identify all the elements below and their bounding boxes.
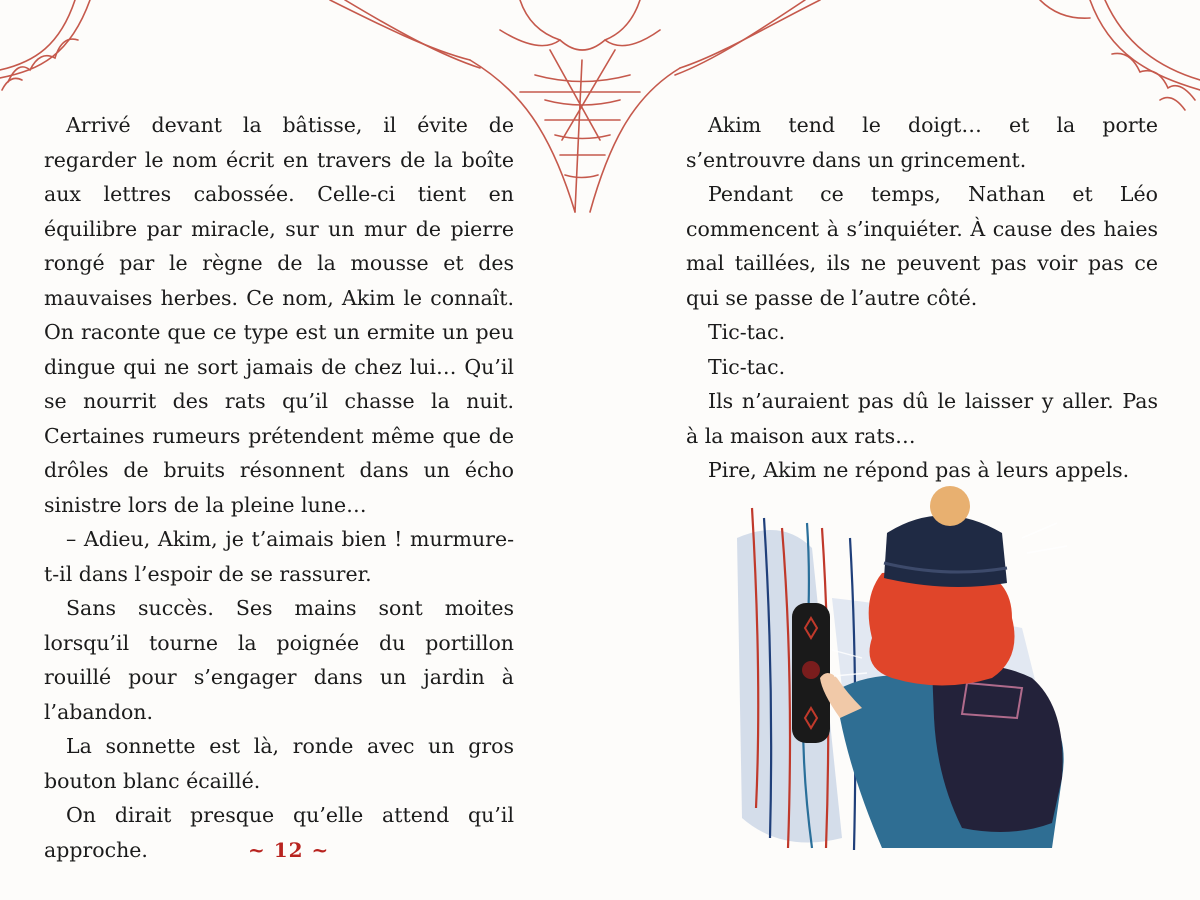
paragraph: Arrivé devant la bâtisse, il évite de regarder le nom écrit en travers de la boîte aux lettres cabossée. Celle-ci tient en équilibre par miracle, sur un mur de pierre rongé par le règne de la mousse et des mauvaises herbes. Ce nom, Akim le connaît. On raconte que ce type est un ermite un peu dingue qui ne sort jamais de chez lui… Qu’il se nourrit des rats qu’il chasse la nuit. Certaines rumeurs prétendent même que de drôles de bruits résonnent dans un écho sinistre lors de la pleine lune… [44, 113, 514, 517]
paragraph: Pendant ce temps, Nathan et Léo commencent à s’inquiéter. À cause des haies mal taillées, ils ne peuvent pas voir pas ce qui se passe de l’autre côté. [686, 182, 1158, 310]
paragraph: La sonnette est là, ronde avec un gros bouton blanc écaillé. [44, 734, 514, 793]
beanie [884, 516, 1007, 588]
paragraph: Pire, Akim ne répond pas à leurs appels. [708, 458, 1130, 482]
right-page-text [686, 108, 1158, 488]
paragraph: Sans succès. Ses mains sont moites lorsqu’il tourne la poignée du portillon rouillé pour s’engager dans un jardin à l’abandon. [44, 596, 514, 724]
doorbell [792, 603, 830, 743]
paragraph: Tic-tac. [708, 320, 786, 344]
paragraph: Akim tend le doigt… et la porte s’entrouvre dans un grincement. [686, 113, 1158, 172]
page-number: ~ 12 ~ [248, 838, 330, 862]
pompom [930, 486, 970, 526]
illustration-child-at-door [722, 478, 1122, 858]
paragraph: On dirait presque qu’elle attend qu’il approche. [44, 803, 514, 862]
paragraph: – Adieu, Akim, je t’aimais bien ! murmure-t-il dans l’espoir de se rassurer. [44, 527, 514, 586]
paragraph: Ils n’auraient pas dû le laisser y aller. Pas à la maison aux rats… [686, 389, 1158, 448]
left-page-text [44, 108, 514, 867]
paragraph: Tic-tac. [708, 354, 786, 379]
